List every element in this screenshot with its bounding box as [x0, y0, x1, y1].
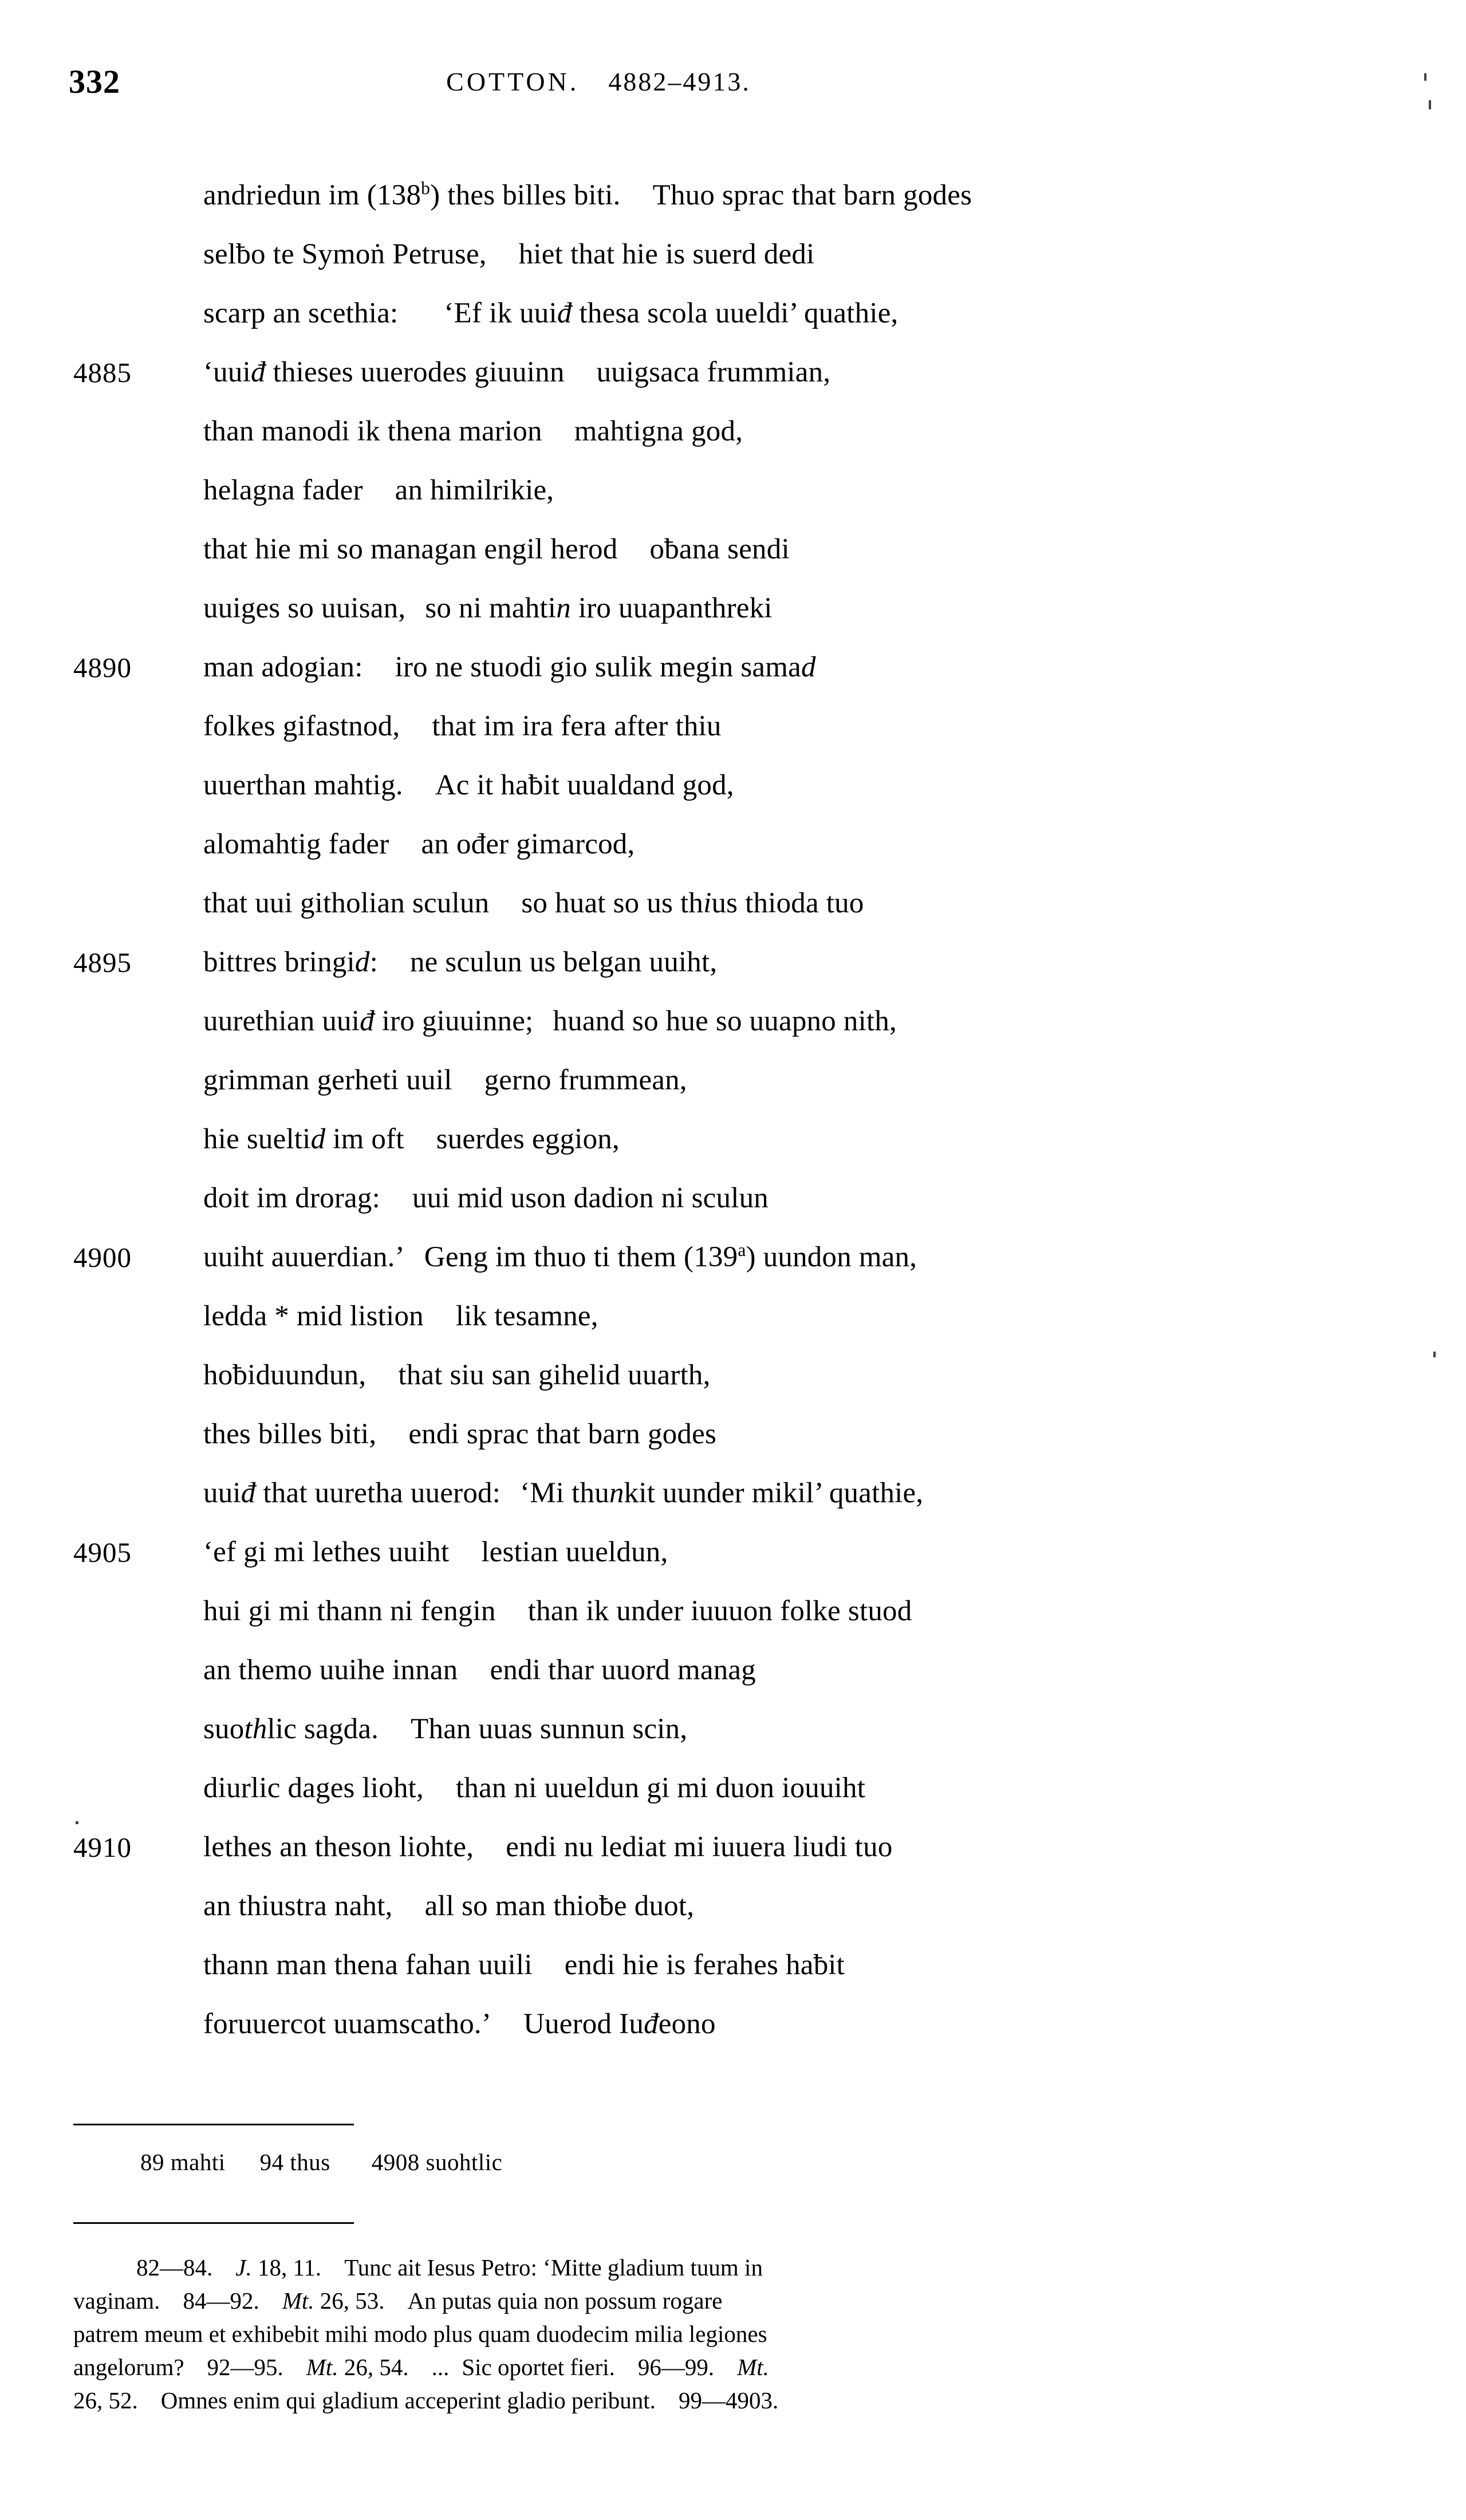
verse-line-number: 4905: [73, 1537, 132, 1568]
verse-line-text: than manodi ik thena marion mahtigna god,: [203, 415, 743, 447]
verse-line: [0, 1287, 1466, 1346]
source-notes: [73, 2251, 1390, 2417]
verse-line-text: uurethian uuiđ iro giuuinne; huand so hue so uuapno nith,: [203, 1005, 897, 1037]
running-head-title: [0, 62, 1466, 102]
verse-line: [0, 992, 1466, 1051]
page-speck: [1424, 73, 1426, 81]
verse-line-text: grimman gerheti uuil gerno frummean,: [203, 1064, 687, 1096]
verse-line: [0, 343, 1466, 402]
apparatus-line-number: 94: [259, 2149, 284, 2175]
verse-line-text: hoƀiduundun, that siu san gihelid uuarth,: [203, 1359, 711, 1391]
verse-line-text: folkes gifastnod, that im ira fera after thiu: [203, 710, 722, 742]
page-speck: [76, 1821, 78, 1824]
verse-line-text: selƀo te Symoṅ Petruse, hiet that hie is suerd dedi: [203, 238, 815, 270]
running-head: [0, 62, 1466, 102]
verse-line: [0, 874, 1466, 933]
verse-line: [0, 1936, 1466, 1995]
verse-line: [0, 697, 1466, 756]
verse-line-number: 4885: [73, 357, 132, 388]
manuscript-label: COTTON.: [446, 67, 580, 96]
verse-block: [0, 166, 1466, 2054]
verse-line-text: hui gi mi thann ni fengin than ik under iuuuon folke stuod: [203, 1595, 912, 1627]
verse-line: [0, 933, 1466, 992]
apparatus-line-number: 89: [140, 2149, 164, 2175]
verse-line: [0, 520, 1466, 579]
apparatus-reading: suohtlic: [425, 2149, 503, 2175]
verse-line: [0, 1228, 1466, 1287]
verse-line-text: suothlic sagda. Than uuas sunnun scin,: [203, 1713, 688, 1745]
source-note-line: 82—84. J. 18, 11. Tunc ait Iesus Petro: ‘Mitte gladium tuum in: [136, 2254, 763, 2281]
verse-line: [0, 1523, 1466, 1582]
verse-line: [0, 815, 1466, 874]
verse-line-text: ledda * mid listion lik tesamne,: [203, 1300, 598, 1332]
verse-line-text: diurlic dages lioht, than ni uueldun gi mi duon iouuiht: [203, 1772, 866, 1804]
apparatus-reading: mahti: [170, 2149, 226, 2175]
source-note-line: 26, 52. Omnes enim qui gladium acceperint gladio peribunt. 99—4903.: [73, 2387, 779, 2413]
verse-line-text: andriedun im (138$^b$) thes billes biti. Thuo sprac that barn godes: [203, 178, 972, 211]
verse-line-text: uuiht auuerdian.’ Geng im thuo ti them (139$^a$) uundon man,: [203, 1240, 917, 1273]
verse-line: [0, 1169, 1466, 1228]
page-speck: [1433, 1352, 1436, 1357]
verse-line-text: an themo uuihe innan endi thar uuord manag: [203, 1654, 756, 1686]
verse-line-text: that hie mi so managan engil herod oƀana sendi: [203, 533, 790, 565]
verse-line-text: bittres bringid: ne sculun us belgan uuiht,: [203, 946, 718, 978]
verse-line: [0, 1346, 1466, 1405]
verse-line-text: doit im drorag: uui mid uson dadion ni sculun: [203, 1182, 769, 1214]
verse-line: [0, 756, 1466, 815]
verse-line: [0, 1110, 1466, 1169]
verse-line-text: helagna fader an himilrikie,: [203, 474, 554, 506]
verse-line: [0, 1464, 1466, 1523]
apparatus-rule-bottom: [73, 2222, 354, 2224]
verse-line-number: 4910: [73, 1832, 132, 1863]
apparatus-entry: [140, 2149, 226, 2175]
verse-line: [0, 1405, 1466, 1464]
verse-line-text: uuerthan mahtig. Ac it haƀit uualdand god,: [203, 769, 734, 801]
verse-line: [0, 1582, 1466, 1641]
source-note-line: vaginam. 84—92. Mt. 26, 53. An putas quia non possum rogare: [73, 2287, 723, 2314]
verse-line-text: thann man thena fahan uuili endi hie is ferahes haƀit: [203, 1949, 845, 1981]
apparatus-entry: [260, 2149, 330, 2175]
apparatus-entry: [372, 2149, 503, 2175]
verse-line-text: uuiges so uuisan, so ni mahtin iro uuapanthreki: [203, 592, 773, 624]
verse-line-number: 4895: [73, 947, 132, 978]
verse-line: [0, 1641, 1466, 1700]
verse-line-text: an thiustra naht, all so man thioƀe duot,: [203, 1890, 695, 1922]
verse-line-text: foruuercot uuamscatho.’ Uuerod Iuđeono: [203, 2008, 716, 2040]
verse-line-text: thes billes biti, endi sprac that barn godes: [203, 1418, 716, 1450]
page-speck: [1429, 100, 1431, 109]
verse-line: [0, 638, 1466, 697]
verse-line: [0, 461, 1466, 520]
verse-line: [0, 579, 1466, 638]
verse-line-text: that uui githolian sculun so huat so us thius thioda tuo: [203, 887, 864, 919]
verse-line-text: alomahtig fader an ođer gimarcod,: [203, 828, 635, 860]
source-note-line: patrem meum et exhibebit mihi modo plus quam duodecim milia legiones: [73, 2321, 767, 2347]
verse-line-text: scarp an scethia: ‘Ef ik uuiđ thesa scola uueldi’ quathie,: [203, 297, 898, 329]
verse-line-text: hie sueltid im oft suerdes eggion,: [203, 1123, 620, 1155]
verse-line: [0, 166, 1466, 225]
verse-line-text: ‘uuiđ thieses uuerodes giuuinn uuigsaca frummian,: [203, 356, 831, 388]
verse-line: [0, 402, 1466, 461]
verse-line-number: 4890: [73, 652, 132, 683]
page-number: 332: [69, 63, 120, 100]
verse-line: [0, 284, 1466, 343]
source-note-line: angelorum? 92—95. Mt. 26, 54. ... Sic oportet fieri. 96—99. Mt.: [73, 2354, 769, 2380]
apparatus-criticus: [140, 2145, 502, 2179]
verse-line: [0, 1700, 1466, 1759]
verse-line-text: ‘ef gi mi lethes uuiht lestian uueldun,: [203, 1536, 668, 1568]
verse-line: [0, 1877, 1466, 1936]
verse-line: [0, 1051, 1466, 1110]
verse-line-text: uuiđ that uuretha uuerod: ‘Mi thunkit uunder mikil’ quathie,: [203, 1477, 924, 1509]
verse-line-number: 4900: [73, 1242, 132, 1273]
verse-line: [0, 1759, 1466, 1818]
apparatus-line-number: 4908: [371, 2149, 420, 2175]
apparatus-rule-top: [73, 2124, 354, 2125]
verse-line: [0, 1995, 1466, 2054]
verse-line: [0, 1818, 1466, 1877]
line-range: 4882–4913.: [608, 67, 751, 96]
verse-line: [0, 225, 1466, 284]
apparatus-reading: thus: [290, 2149, 330, 2175]
verse-line-text: lethes an theson liohte, endi nu lediat mi iuuera liudi tuo: [203, 1831, 893, 1863]
verse-line-text: man adogian: iro ne stuodi gio sulik megin samad: [203, 651, 816, 683]
